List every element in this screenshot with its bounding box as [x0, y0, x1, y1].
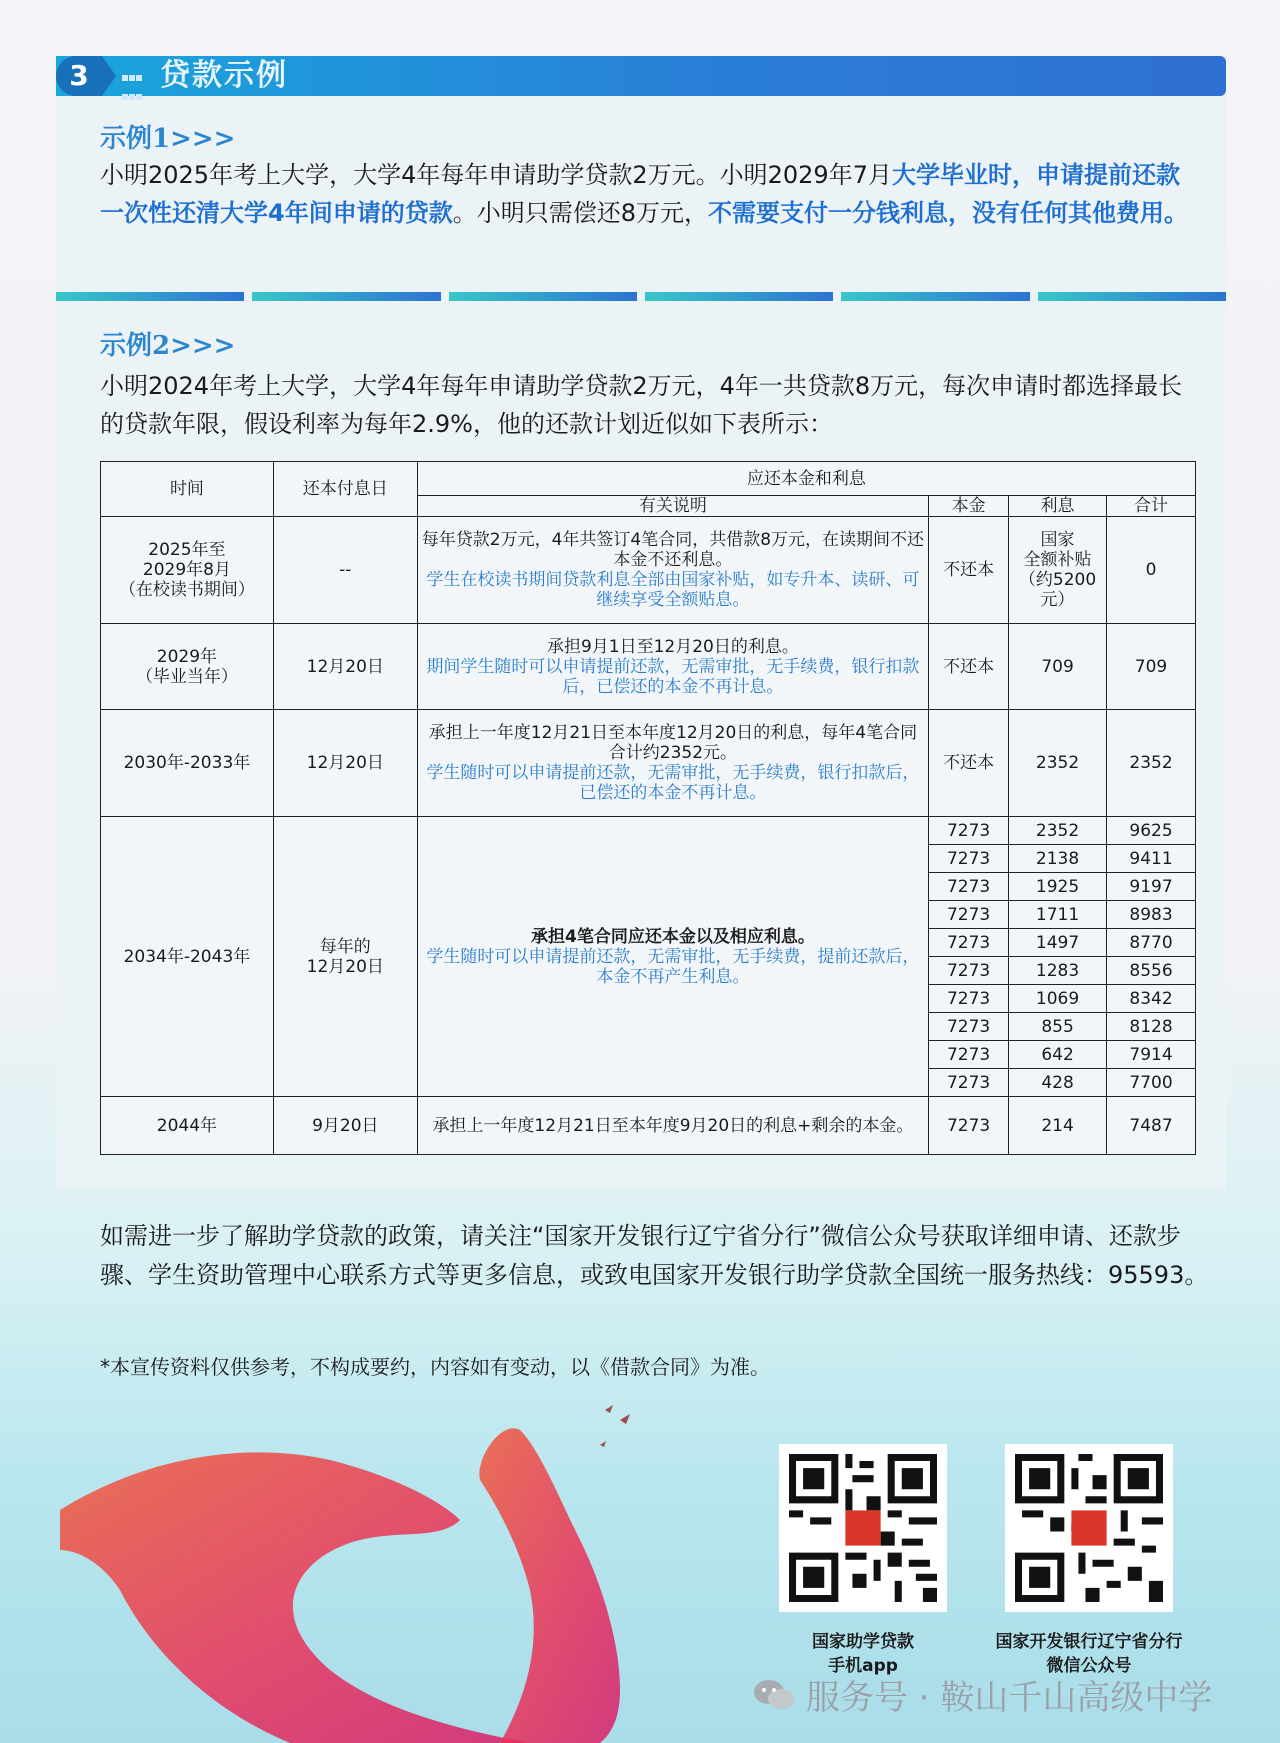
table-row: 7273 1925 9197	[101, 873, 1196, 901]
section-chevron	[102, 56, 116, 96]
qr-code-icon	[1015, 1454, 1163, 1602]
qr-code-wechat	[1005, 1444, 1173, 1612]
table-row: 2044年 9月20日 承担上一年度12月21日至本年度9月20日的利息+剩余的本金。 7273 214 7487	[101, 1097, 1196, 1155]
table-row: 7273 2138 9411	[101, 845, 1196, 873]
table-row: 7273 642 7914	[101, 1041, 1196, 1069]
contact-paragraph: 如需进一步了解助学贷款的政策，请关注“国家开发银行辽宁省分行”微信公众号获取详细申请、还款步骤、学生资助管理中心联系方式等更多信息，或致电国家开发银行助学贷款全国统一服务热线：95593。	[100, 1222, 1209, 1289]
header-time: 时间	[101, 462, 274, 517]
watermark-text: 服务号 · 鞍山千山高级中学	[806, 1678, 1213, 1718]
dots-icon	[122, 68, 148, 84]
example1-text: 小明2025年考上大学，大学4年每年申请助学贷款2万元。小明2029年7月大学毕业时，申请提前还款一次性还清大学4年间申请的贷款。小明只需偿还8万元，不需要支付一分钱利息，没有任何其他费用。	[100, 161, 1188, 227]
table-row: 2034年-2043年 每年的 12月20日 承担4笔合同应还本金以及相应利息。 学生随时可以申请提前还款，无需审批，无手续费，提前还款后，本金不再产生利息。 7273 2352 9625	[101, 817, 1196, 845]
table-row: 7273 1069 8342	[101, 985, 1196, 1013]
qr-code-app	[779, 1444, 947, 1612]
section-title: 贷款示例	[160, 58, 288, 93]
example2-text: 小明2024年考上大学，大学4年每年申请助学贷款2万元，4年一共贷款8万元，每次申请时都选择最长的贷款年限，假设利率为每年2.9%，他的还款计划近似如下表所示：	[100, 372, 1183, 438]
table-row: 7273 1283 8556	[101, 957, 1196, 985]
repayment-table	[100, 461, 1196, 1155]
qr-label-app: 国家助学贷款 手机app	[812, 1632, 914, 1676]
example1-title: 示例1>>>	[100, 124, 236, 154]
qr-code-icon	[789, 1454, 937, 1602]
table-row: 2029年 （毕业当年） 12月20日 承担9月1日至12月20日的利息。 期间学生随时可以申请提前还款，无需审批，无手续费，银行扣款后，已偿还的本金不再计息。 不还本 709 709	[101, 624, 1196, 710]
header-pay-day: 还本付息日	[273, 462, 417, 517]
header-principal: 本金	[929, 496, 1009, 517]
watermark	[752, 1670, 1212, 1719]
section-number: 3	[56, 56, 102, 96]
header-total: 合计	[1107, 496, 1196, 517]
table-row: 7273 1497 8770	[101, 929, 1196, 957]
qr-label-wechat: 国家开发银行辽宁省分行 微信公众号	[995, 1632, 1183, 1676]
wechat-icon	[752, 1677, 796, 1713]
heart-hands-illustration	[60, 1390, 700, 1743]
table-row: 2025年至 2029年8月 （在校读书期间） -- 每年贷款2万元，4年共签订4笔合同，共借款8万元，在读期间不还本金不还利息。 学生在校读书期间贷款利息全部由国家补贴，如专升本、读研、可继续享受全额贴息。 不还本 国家 全额补贴 （约5200元） 0	[101, 517, 1196, 624]
header-group: 应还本金和利息	[417, 462, 1195, 496]
example2-title: 示例2>>>	[100, 331, 236, 361]
table-row: 7273 428 7700	[101, 1069, 1196, 1097]
header-interest: 利息	[1009, 496, 1107, 517]
disclaimer: *本宣传资料仅供参考，不构成要约，内容如有变动，以《借款合同》为准。	[100, 1355, 770, 1379]
header-desc: 有关说明	[417, 496, 928, 517]
table-row: 7273 855 8128	[101, 1013, 1196, 1041]
section-header	[56, 56, 1226, 96]
table-row: 7273 1711 8983	[101, 901, 1196, 929]
section-divider	[56, 292, 1226, 301]
table-row: 2030年-2033年 12月20日 承担上一年度12月21日至本年度12月20日的利息，每年4笔合同合计约2352元。 学生随时可以申请提前还款，无需审批，无手续费，银行扣款后，已偿还的本金不再计息。 不还本 2352 2352	[101, 710, 1196, 817]
